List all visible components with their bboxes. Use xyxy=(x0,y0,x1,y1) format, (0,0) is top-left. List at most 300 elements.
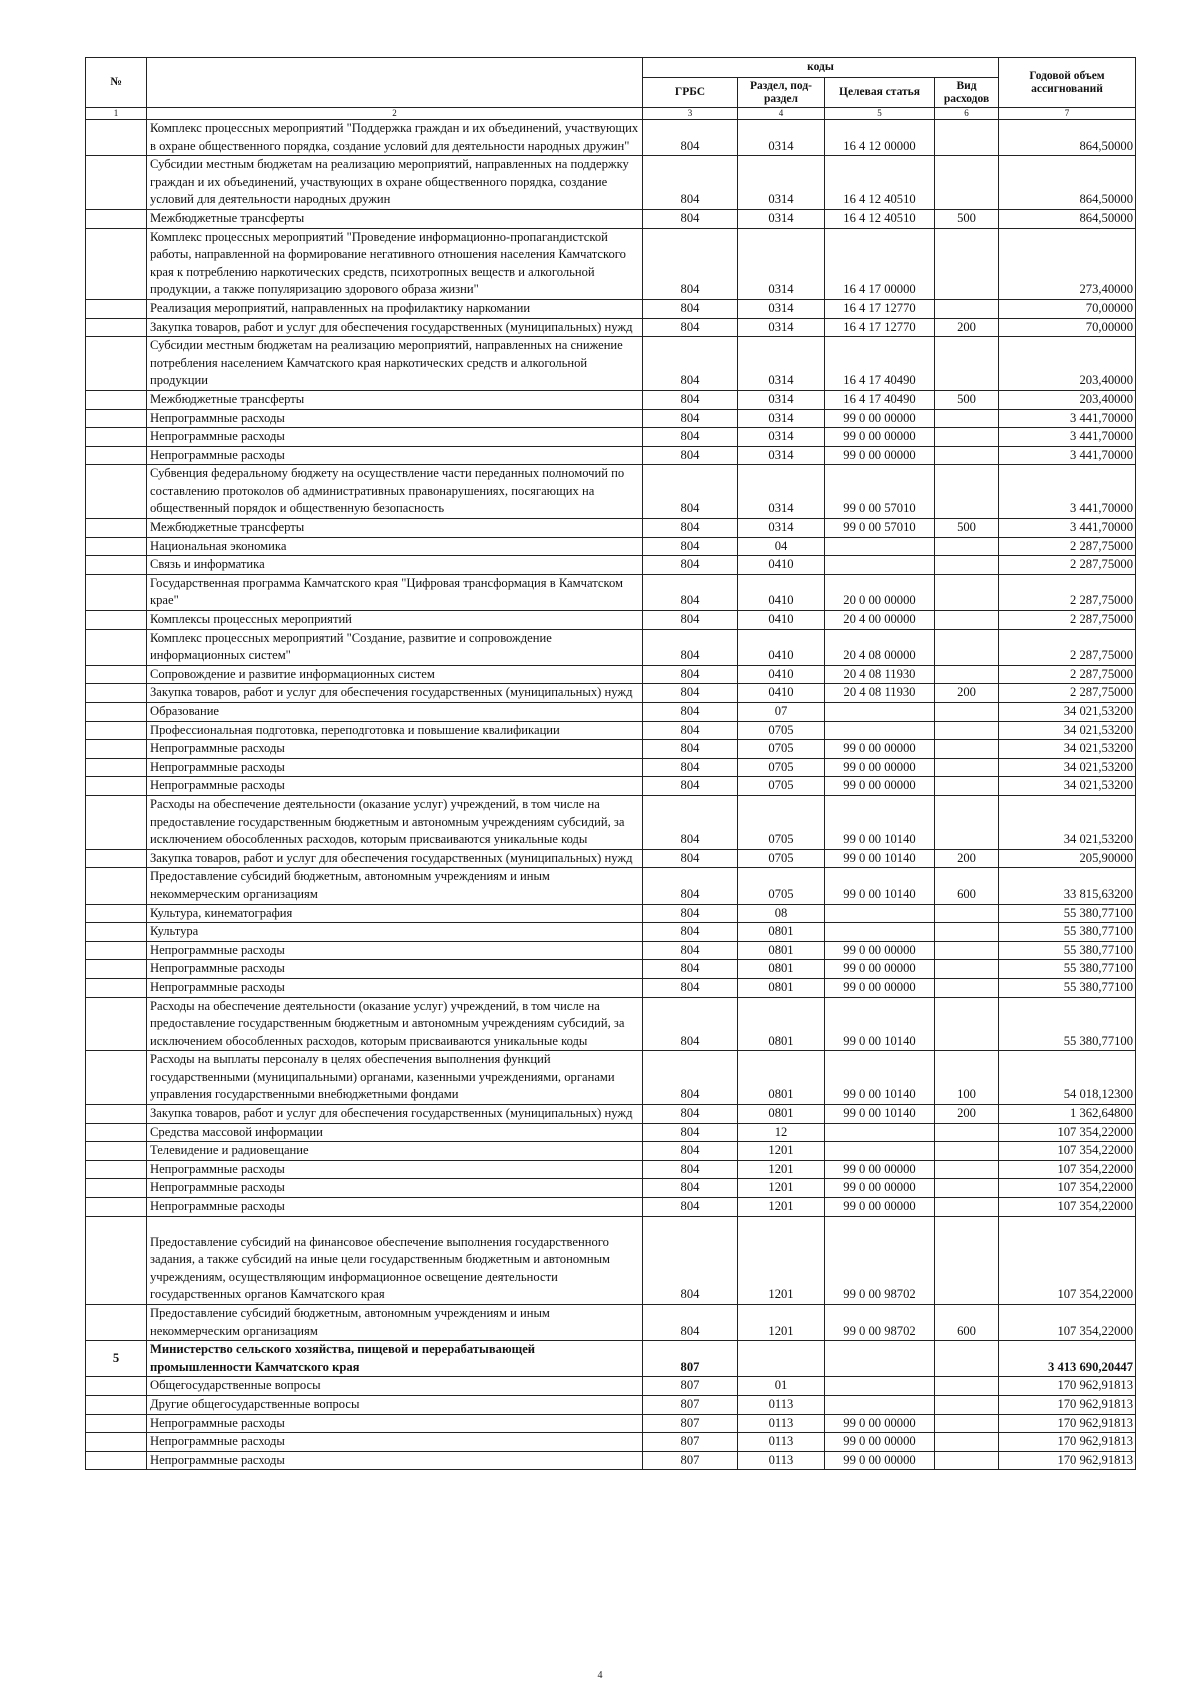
row-grbs: 807 xyxy=(643,1433,738,1452)
table-row xyxy=(86,537,1136,556)
row-expense-type xyxy=(935,1341,999,1377)
row-grbs: 804 xyxy=(643,428,738,447)
row-expense-type xyxy=(935,665,999,684)
row-expense-type xyxy=(935,156,999,210)
table-row xyxy=(86,758,1136,777)
row-grbs: 804 xyxy=(643,1198,738,1217)
row-expense-type: 200 xyxy=(935,318,999,337)
row-expense-type xyxy=(935,923,999,942)
row-number xyxy=(86,1198,147,1217)
row-section: 12 xyxy=(738,1123,825,1142)
row-number xyxy=(86,1433,147,1452)
row-target: 99 0 00 00000 xyxy=(825,960,935,979)
row-amount: 55 380,77100 xyxy=(999,960,1136,979)
row-number xyxy=(86,537,147,556)
row-section: 08 xyxy=(738,904,825,923)
row-amount: 55 380,77100 xyxy=(999,978,1136,997)
row-number xyxy=(86,629,147,665)
row-number xyxy=(86,740,147,759)
row-target: 16 4 17 40490 xyxy=(825,390,935,409)
row-name: Субсидии местным бюджетам на реализацию мероприятий, направленных на поддержку граждан и их объединений, участвующих в охране общественного порядка, создание условий для деятельности народных дружин xyxy=(147,156,643,210)
row-number xyxy=(86,465,147,519)
table-row xyxy=(86,556,1136,575)
row-section: 0314 xyxy=(738,156,825,210)
table-row xyxy=(86,904,1136,923)
table-row xyxy=(86,611,1136,630)
row-expense-type xyxy=(935,1198,999,1217)
row-grbs: 804 xyxy=(643,1216,738,1304)
row-target xyxy=(825,904,935,923)
row-target: 16 4 17 00000 xyxy=(825,228,935,299)
row-target: 16 4 17 12770 xyxy=(825,318,935,337)
row-name: Непрограммные расходы xyxy=(147,446,643,465)
row-grbs: 804 xyxy=(643,446,738,465)
row-section: 0410 xyxy=(738,629,825,665)
table-row xyxy=(86,299,1136,318)
row-target: 99 0 00 10140 xyxy=(825,849,935,868)
row-section: 0113 xyxy=(738,1414,825,1433)
row-section: 0705 xyxy=(738,777,825,796)
row-number xyxy=(86,904,147,923)
row-amount: 3 441,70000 xyxy=(999,465,1136,519)
row-expense-type xyxy=(935,428,999,447)
row-name: Комплекс процессных мероприятий "Проведение информационно-пропагандистской работы, направленной на формирование негативного отношения населения Камчатского края к потреблению наркотических средств, психотропных веществ и алкогольной продукции, а также популяризацию здорового образа жизни" xyxy=(147,228,643,299)
row-amount: 170 962,91813 xyxy=(999,1414,1136,1433)
row-grbs: 804 xyxy=(643,611,738,630)
table-row xyxy=(86,1414,1136,1433)
row-expense-type xyxy=(935,1179,999,1198)
row-expense-type xyxy=(935,960,999,979)
row-section: 0314 xyxy=(738,228,825,299)
row-number xyxy=(86,1105,147,1124)
row-target: 20 4 08 00000 xyxy=(825,629,935,665)
row-grbs: 804 xyxy=(643,1142,738,1161)
row-name: Непрограммные расходы xyxy=(147,1433,643,1452)
row-amount: 203,40000 xyxy=(999,390,1136,409)
page-number: 4 xyxy=(597,1670,603,1681)
row-section: 0410 xyxy=(738,611,825,630)
row-number xyxy=(86,665,147,684)
table-row xyxy=(86,1377,1136,1396)
row-name: Закупка товаров, работ и услуг для обеспечения государственных (муниципальных) нужд xyxy=(147,684,643,703)
row-amount: 2 287,75000 xyxy=(999,665,1136,684)
row-number xyxy=(86,1377,147,1396)
row-section: 0801 xyxy=(738,1105,825,1124)
row-name: Предоставление субсидий на финансовое обеспечение выполнения государственного задания, а также субсидий на иные цели государственным бюджетным и автономным учреждениям, осуществляющим информационное освещение деятельности государственных органов Камчатского края xyxy=(147,1216,643,1304)
row-section: 0410 xyxy=(738,684,825,703)
row-amount: 34 021,53200 xyxy=(999,795,1136,849)
row-name: Межбюджетные трансферты xyxy=(147,390,643,409)
row-name: Средства массовой информации xyxy=(147,1123,643,1142)
row-section: 1201 xyxy=(738,1142,825,1161)
row-amount: 34 021,53200 xyxy=(999,740,1136,759)
row-section: 0705 xyxy=(738,740,825,759)
table-row xyxy=(86,740,1136,759)
header-target: Целевая статья xyxy=(825,78,935,108)
row-section: 0314 xyxy=(738,337,825,391)
table-row xyxy=(86,665,1136,684)
row-amount: 864,50000 xyxy=(999,209,1136,228)
table-row xyxy=(86,519,1136,538)
row-expense-type xyxy=(935,537,999,556)
row-name: Непрограммные расходы xyxy=(147,1198,643,1217)
header-codes: коды xyxy=(643,58,999,78)
row-grbs: 804 xyxy=(643,537,738,556)
row-grbs: 804 xyxy=(643,299,738,318)
table-row xyxy=(86,1395,1136,1414)
row-name: Культура xyxy=(147,923,643,942)
table-row xyxy=(86,446,1136,465)
row-expense-type: 600 xyxy=(935,868,999,904)
row-name: Закупка товаров, работ и услуг для обеспечения государственных (муниципальных) нужд xyxy=(147,318,643,337)
row-number xyxy=(86,428,147,447)
row-target: 20 4 08 11930 xyxy=(825,665,935,684)
row-section: 0314 xyxy=(738,446,825,465)
row-amount: 70,00000 xyxy=(999,318,1136,337)
row-name: Предоставление субсидий бюджетным, автономным учреждениям и иным некоммерческим организациям xyxy=(147,1305,643,1341)
row-number xyxy=(86,409,147,428)
table-row xyxy=(86,721,1136,740)
row-grbs: 804 xyxy=(643,665,738,684)
row-target: 99 0 00 98702 xyxy=(825,1216,935,1304)
row-grbs: 804 xyxy=(643,556,738,575)
row-name: Другие общегосударственные вопросы xyxy=(147,1395,643,1414)
row-name: Непрограммные расходы xyxy=(147,1160,643,1179)
row-amount: 34 021,53200 xyxy=(999,758,1136,777)
row-number xyxy=(86,1216,147,1304)
row-expense-type: 200 xyxy=(935,684,999,703)
row-number xyxy=(86,1142,147,1161)
row-amount: 70,00000 xyxy=(999,299,1136,318)
row-number xyxy=(86,941,147,960)
row-expense-type: 500 xyxy=(935,519,999,538)
row-amount: 55 380,77100 xyxy=(999,997,1136,1051)
row-target: 99 0 00 00000 xyxy=(825,1198,935,1217)
row-number xyxy=(86,960,147,979)
row-target: 99 0 00 98702 xyxy=(825,1305,935,1341)
column-index: 2 xyxy=(147,108,643,120)
row-amount: 34 021,53200 xyxy=(999,703,1136,722)
table-row xyxy=(86,1341,1136,1377)
row-number xyxy=(86,795,147,849)
row-grbs: 804 xyxy=(643,997,738,1051)
row-amount: 107 354,22000 xyxy=(999,1160,1136,1179)
row-target xyxy=(825,703,935,722)
row-grbs: 804 xyxy=(643,574,738,610)
row-grbs: 804 xyxy=(643,758,738,777)
row-number xyxy=(86,209,147,228)
row-amount: 33 815,63200 xyxy=(999,868,1136,904)
row-grbs: 807 xyxy=(643,1341,738,1377)
row-expense-type xyxy=(935,758,999,777)
row-amount: 3 441,70000 xyxy=(999,428,1136,447)
table-row xyxy=(86,997,1136,1051)
row-section: 0314 xyxy=(738,209,825,228)
row-name: Закупка товаров, работ и услуг для обеспечения государственных (муниципальных) нужд xyxy=(147,849,643,868)
row-amount: 203,40000 xyxy=(999,337,1136,391)
row-amount: 54 018,12300 xyxy=(999,1051,1136,1105)
row-grbs: 804 xyxy=(643,228,738,299)
row-section: 0113 xyxy=(738,1451,825,1470)
row-target: 99 0 00 10140 xyxy=(825,1105,935,1124)
row-expense-type: 500 xyxy=(935,390,999,409)
table-row xyxy=(86,1198,1136,1217)
row-grbs: 804 xyxy=(643,629,738,665)
row-section: 01 xyxy=(738,1377,825,1396)
row-section: 0113 xyxy=(738,1395,825,1414)
row-target: 99 0 00 10140 xyxy=(825,795,935,849)
row-grbs: 804 xyxy=(643,519,738,538)
row-expense-type xyxy=(935,904,999,923)
row-section: 0410 xyxy=(738,665,825,684)
row-name: Министерство сельского хозяйства, пищевой и перерабатывающей промышленности Камчатского края xyxy=(147,1341,643,1377)
row-section: 0410 xyxy=(738,556,825,575)
row-expense-type xyxy=(935,740,999,759)
row-number xyxy=(86,446,147,465)
row-section: 0314 xyxy=(738,120,825,156)
row-expense-type xyxy=(935,1142,999,1161)
row-target: 99 0 00 00000 xyxy=(825,758,935,777)
row-name: Расходы на обеспечение деятельности (оказание услуг) учреждений, в том числе на предоставление государственным бюджетным и автономным учреждениям субсидий, за исключением обособленных расходов, которым присваиваются уникальные коды xyxy=(147,795,643,849)
row-name: Расходы на обеспечение деятельности (оказание услуг) учреждений, в том числе на предоставление государственным бюджетным и автономным учреждениям субсидий, за исключением обособленных расходов, которым присваиваются уникальные коды xyxy=(147,997,643,1051)
table-row xyxy=(86,156,1136,210)
row-target: 99 0 00 00000 xyxy=(825,446,935,465)
row-name: Закупка товаров, работ и услуг для обеспечения государственных (муниципальных) нужд xyxy=(147,1105,643,1124)
row-section: 0314 xyxy=(738,390,825,409)
row-expense-type xyxy=(935,721,999,740)
row-expense-type xyxy=(935,1377,999,1396)
row-target: 99 0 00 57010 xyxy=(825,519,935,538)
table-row xyxy=(86,337,1136,391)
row-grbs: 804 xyxy=(643,703,738,722)
row-section: 0801 xyxy=(738,978,825,997)
row-number xyxy=(86,1451,147,1470)
row-section: 0314 xyxy=(738,428,825,447)
row-name: Субсидии местным бюджетам на реализацию мероприятий, направленных на снижение потребления населением Камчатского края наркотических средств и алкогольной продукции xyxy=(147,337,643,391)
row-expense-type xyxy=(935,120,999,156)
row-target: 99 0 00 00000 xyxy=(825,1179,935,1198)
row-name: Непрограммные расходы xyxy=(147,1451,643,1470)
row-amount: 107 354,22000 xyxy=(999,1142,1136,1161)
row-expense-type xyxy=(935,795,999,849)
row-section: 0705 xyxy=(738,795,825,849)
column-index: 3 xyxy=(643,108,738,120)
row-section: 1201 xyxy=(738,1160,825,1179)
table-row xyxy=(86,868,1136,904)
row-name: Телевидение и радиовещание xyxy=(147,1142,643,1161)
row-grbs: 807 xyxy=(643,1414,738,1433)
row-expense-type: 600 xyxy=(935,1305,999,1341)
row-name: Национальная экономика xyxy=(147,537,643,556)
row-name: Непрограммные расходы xyxy=(147,758,643,777)
row-target: 99 0 00 57010 xyxy=(825,465,935,519)
row-number xyxy=(86,997,147,1051)
row-amount: 107 354,22000 xyxy=(999,1198,1136,1217)
row-name: Непрограммные расходы xyxy=(147,978,643,997)
row-expense-type xyxy=(935,409,999,428)
row-expense-type: 200 xyxy=(935,1105,999,1124)
row-grbs: 804 xyxy=(643,849,738,868)
row-target: 99 0 00 10140 xyxy=(825,1051,935,1105)
row-number xyxy=(86,318,147,337)
header-section: Раздел, под-раздел xyxy=(738,78,825,108)
row-expense-type xyxy=(935,629,999,665)
row-section: 0705 xyxy=(738,868,825,904)
row-number xyxy=(86,390,147,409)
row-name: Межбюджетные трансферты xyxy=(147,209,643,228)
table-row xyxy=(86,209,1136,228)
row-target: 99 0 00 00000 xyxy=(825,1451,935,1470)
row-number xyxy=(86,721,147,740)
row-number xyxy=(86,120,147,156)
row-number xyxy=(86,777,147,796)
table-row xyxy=(86,1160,1136,1179)
row-number xyxy=(86,1395,147,1414)
row-grbs: 804 xyxy=(643,868,738,904)
row-grbs: 804 xyxy=(643,721,738,740)
row-section: 0314 xyxy=(738,409,825,428)
row-number xyxy=(86,156,147,210)
row-section: 0801 xyxy=(738,941,825,960)
table-row xyxy=(86,120,1136,156)
row-expense-type xyxy=(935,337,999,391)
row-amount: 1 362,64800 xyxy=(999,1105,1136,1124)
row-amount: 2 287,75000 xyxy=(999,537,1136,556)
row-section: 1201 xyxy=(738,1198,825,1217)
row-name: Непрограммные расходы xyxy=(147,1414,643,1433)
row-target xyxy=(825,923,935,942)
table-row xyxy=(86,1433,1136,1452)
row-name: Реализация мероприятий, направленных на профилактику наркомании xyxy=(147,299,643,318)
row-expense-type xyxy=(935,1414,999,1433)
row-grbs: 804 xyxy=(643,923,738,942)
table-row xyxy=(86,795,1136,849)
table-row xyxy=(86,941,1136,960)
row-expense-type xyxy=(935,978,999,997)
row-target: 99 0 00 10140 xyxy=(825,868,935,904)
row-amount: 2 287,75000 xyxy=(999,684,1136,703)
row-amount: 170 962,91813 xyxy=(999,1377,1136,1396)
row-target xyxy=(825,556,935,575)
row-target: 20 0 00 00000 xyxy=(825,574,935,610)
row-grbs: 804 xyxy=(643,120,738,156)
header-grbs: ГРБС xyxy=(643,78,738,108)
row-section: 0314 xyxy=(738,318,825,337)
row-section: 0705 xyxy=(738,721,825,740)
row-amount: 55 380,77100 xyxy=(999,904,1136,923)
row-number xyxy=(86,611,147,630)
row-target: 99 0 00 00000 xyxy=(825,428,935,447)
column-index: 4 xyxy=(738,108,825,120)
row-grbs: 804 xyxy=(643,1160,738,1179)
column-index: 7 xyxy=(999,108,1136,120)
row-name: Государственная программа Камчатского края "Цифровая трансформация в Камчатском крае" xyxy=(147,574,643,610)
row-number xyxy=(86,299,147,318)
row-expense-type: 100 xyxy=(935,1051,999,1105)
row-target: 99 0 00 00000 xyxy=(825,1414,935,1433)
row-grbs: 804 xyxy=(643,777,738,796)
row-target: 99 0 00 00000 xyxy=(825,978,935,997)
table-row xyxy=(86,1105,1136,1124)
row-number xyxy=(86,1123,147,1142)
row-number xyxy=(86,1179,147,1198)
row-number xyxy=(86,519,147,538)
row-number xyxy=(86,978,147,997)
row-grbs: 807 xyxy=(643,1451,738,1470)
row-number: 5 xyxy=(86,1341,147,1377)
row-section: 04 xyxy=(738,537,825,556)
row-section: 0314 xyxy=(738,519,825,538)
table-row xyxy=(86,1216,1136,1304)
row-target xyxy=(825,1142,935,1161)
row-amount: 107 354,22000 xyxy=(999,1216,1136,1304)
row-expense-type xyxy=(935,574,999,610)
table-row xyxy=(86,629,1136,665)
row-amount: 34 021,53200 xyxy=(999,721,1136,740)
header-annual: Годовой объем ассигнований xyxy=(999,58,1136,108)
row-target: 16 4 17 40490 xyxy=(825,337,935,391)
row-target xyxy=(825,1395,935,1414)
row-section: 0801 xyxy=(738,997,825,1051)
row-grbs: 807 xyxy=(643,1395,738,1414)
row-name: Комплекс процессных мероприятий "Создание, развитие и сопровождение информационных систем" xyxy=(147,629,643,665)
row-number xyxy=(86,574,147,610)
table-row xyxy=(86,465,1136,519)
row-name: Культура, кинематография xyxy=(147,904,643,923)
row-expense-type xyxy=(935,465,999,519)
row-amount: 2 287,75000 xyxy=(999,556,1136,575)
row-name: Сопровождение и развитие информационных систем xyxy=(147,665,643,684)
row-name: Непрограммные расходы xyxy=(147,777,643,796)
table-row xyxy=(86,960,1136,979)
row-section: 0801 xyxy=(738,1051,825,1105)
row-grbs: 804 xyxy=(643,1179,738,1198)
row-target: 16 4 12 40510 xyxy=(825,209,935,228)
row-target: 99 0 00 00000 xyxy=(825,777,935,796)
table-row xyxy=(86,923,1136,942)
row-name: Расходы на выплаты персоналу в целях обеспечения выполнения функций государственными (муниципальными) органами, казенными учреждениями, органами управления государственными внебюджетными фондами xyxy=(147,1051,643,1105)
row-expense-type xyxy=(935,997,999,1051)
budget-table xyxy=(85,57,1136,1470)
row-amount: 107 354,22000 xyxy=(999,1305,1136,1341)
row-expense-type xyxy=(935,228,999,299)
header-expense-type: Вид расходов xyxy=(935,78,999,108)
table-row xyxy=(86,978,1136,997)
row-amount: 170 962,91813 xyxy=(999,1451,1136,1470)
row-grbs: 804 xyxy=(643,337,738,391)
row-name: Межбюджетные трансферты xyxy=(147,519,643,538)
row-amount: 170 962,91813 xyxy=(999,1433,1136,1452)
row-target: 99 0 00 00000 xyxy=(825,740,935,759)
row-expense-type xyxy=(935,1395,999,1414)
row-target: 99 0 00 10140 xyxy=(825,997,935,1051)
row-grbs: 804 xyxy=(643,941,738,960)
row-grbs: 804 xyxy=(643,795,738,849)
row-section: 1201 xyxy=(738,1305,825,1341)
row-grbs: 804 xyxy=(643,1305,738,1341)
row-amount: 864,50000 xyxy=(999,120,1136,156)
row-amount: 2 287,75000 xyxy=(999,611,1136,630)
row-target: 20 4 08 11930 xyxy=(825,684,935,703)
row-expense-type xyxy=(935,556,999,575)
row-expense-type xyxy=(935,703,999,722)
column-index-row xyxy=(86,108,1136,120)
row-section: 07 xyxy=(738,703,825,722)
row-expense-type xyxy=(935,1451,999,1470)
table-row xyxy=(86,1179,1136,1198)
row-number xyxy=(86,228,147,299)
table-row xyxy=(86,228,1136,299)
